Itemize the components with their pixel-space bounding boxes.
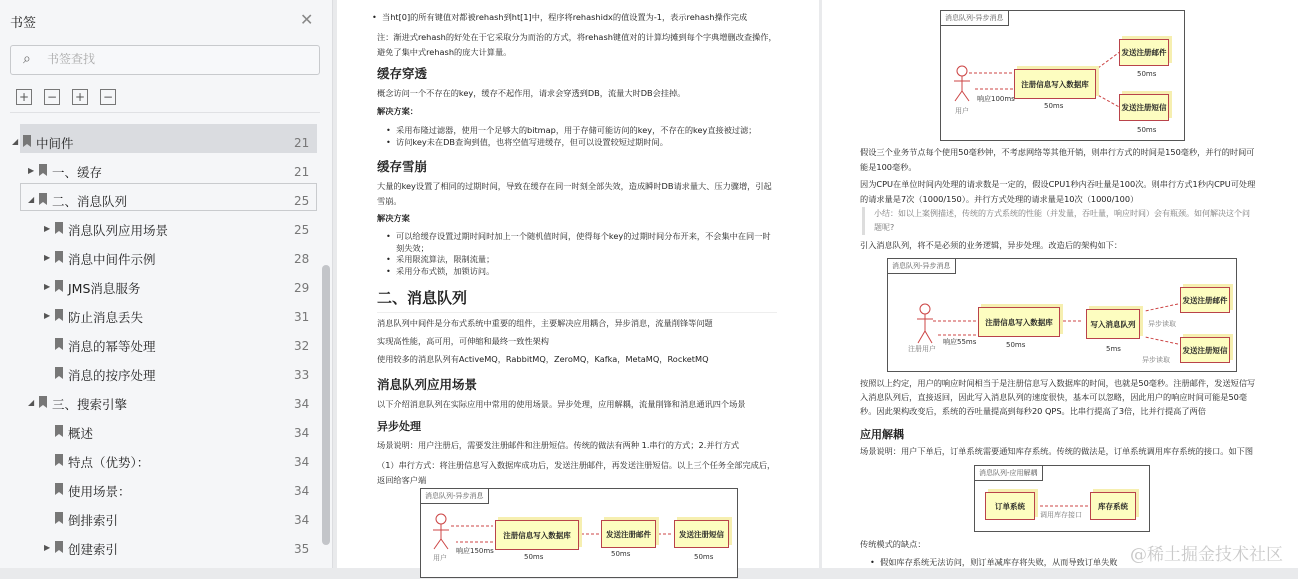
bookmark-page: 35 xyxy=(294,542,310,556)
bookmark-page: 32 xyxy=(294,339,310,353)
serial-diagram xyxy=(420,488,738,578)
bullet: • 假如库存系统无法访问，则订单减库存将失败，从而导致订单失败 xyxy=(880,555,1117,570)
bookmark-icon xyxy=(39,164,47,176)
bookmark-item[interactable] xyxy=(0,157,320,186)
bullet: • 访问key未在DB查询到值，也将空值写进缓存，但可以设置较短过期时间。 xyxy=(396,135,668,150)
diagram-tag: 消息队列-异步消息 xyxy=(888,259,956,274)
paragraph: （1）串行方式：将注册信息写入数据库成功后，发送注册邮件，再发送注册短信。以上三个任务全部完成后，返回给客户端 xyxy=(377,460,776,485)
bookmark-page: 31 xyxy=(294,310,310,324)
bookmark-label: 倒排索引 xyxy=(68,513,119,528)
time-label: 5ms xyxy=(1106,345,1121,353)
bookmark-icon xyxy=(55,425,63,437)
time-label: 50ms xyxy=(1044,102,1064,110)
bullet: • 当ht[0]的所有键值对都被rehash到ht[1]中，程序将rehashidx的值设置为-1，表示rehash操作完成 xyxy=(382,10,747,25)
bookmark-label: 消息中间件示例 xyxy=(68,252,156,267)
time-label: 50ms xyxy=(1137,70,1157,78)
bookmark-label: 特点（优势）： xyxy=(68,455,150,470)
node-mail: 发送注册邮件 xyxy=(601,520,656,548)
mq-diagram xyxy=(887,258,1237,372)
pdf-page-right xyxy=(822,0,1298,568)
async-read-label: 异步读取 xyxy=(1142,356,1170,364)
bookmark-icon xyxy=(55,367,63,379)
response-label: 响应55ms xyxy=(943,338,977,346)
add-bookmark-icon[interactable]: + xyxy=(72,89,88,105)
time-label: 50ms xyxy=(694,553,714,561)
paragraph: 传统模式的缺点： xyxy=(860,539,926,549)
search-icon: ⌕ xyxy=(23,51,31,67)
paragraph: 概念访问一个不存在的key，缓存不起作用，请求会穿透到DB，流量大时DB会挂掉。 xyxy=(377,88,686,98)
watermark: @稀土掘金技术社区 xyxy=(1130,545,1283,565)
bookmark-label: 防止消息丢失 xyxy=(68,310,144,325)
node-db: 注册信息写入数据库 xyxy=(1014,69,1096,99)
bookmark-toolbar xyxy=(16,89,116,105)
chevron-right-icon[interactable]: ▶ xyxy=(44,253,51,262)
bookmark-icon xyxy=(55,309,63,321)
actor-label: 用户 xyxy=(433,554,447,562)
bookmark-item[interactable] xyxy=(0,331,320,360)
bookmark-icon xyxy=(55,338,63,350)
bookmark-item[interactable] xyxy=(0,505,320,534)
heading-avalanche: 缓存雪崩 xyxy=(377,159,428,174)
paragraph: 假设三个业务节点每个使用50毫秒钟，不考虑网络等其他开销，则串行方式的时间是150毫秒，并行的时间可能是100毫秒。 xyxy=(860,147,1255,172)
summary-quote: 小结：如以上案例描述，传统的方式系统的性能（并发量，吞吐量，响应时间）会有瓶颈。如何解决这个问题呢? xyxy=(862,207,1257,235)
bookmark-label: 三、搜索引擎 xyxy=(52,397,128,412)
bookmark-icon xyxy=(55,251,63,263)
bookmark-item[interactable] xyxy=(0,447,320,476)
time-label: 50ms xyxy=(611,550,631,558)
bookmark-search[interactable] xyxy=(10,45,320,75)
bookmark-page: 34 xyxy=(294,455,310,469)
paragraph: 以下介绍消息队列在实际应用中常用的使用场景。异步处理，应用解耦，流量削锋和消息通讯四个场景 xyxy=(377,399,746,409)
bookmark-item[interactable] xyxy=(0,418,320,447)
time-label: 50ms xyxy=(524,553,544,561)
close-icon[interactable]: ✕ xyxy=(300,10,314,29)
node-sms: 发送注册短信 xyxy=(1180,337,1230,363)
bookmark-tree xyxy=(0,128,320,563)
bookmark-page: 29 xyxy=(294,281,310,295)
bookmark-label: 一、缓存 xyxy=(52,165,103,180)
decouple-diagram xyxy=(974,465,1150,532)
bookmark-label: 消息的按序处理 xyxy=(68,368,156,383)
paragraph: 场景说明：用户注册后，需要发注册邮件和注册短信。传统的做法有两种 1.串行的方式；2.并行方式 xyxy=(377,440,740,450)
bookmark-page: 28 xyxy=(294,252,310,266)
chevron-right-icon[interactable]: ▶ xyxy=(44,311,51,320)
paragraph: 大量的key设置了相同的过期时间，导致在缓存在同一时刻全部失效，造成瞬时DB请求量大、压力骤增，引起雪崩。 xyxy=(377,181,772,206)
chevron-right-icon[interactable]: ▶ xyxy=(44,282,51,291)
bookmark-icon xyxy=(55,454,63,466)
bookmark-page: 34 xyxy=(294,513,310,527)
bookmark-label: 使用场景： xyxy=(68,484,131,499)
bookmark-page: 25 xyxy=(294,223,310,237)
diagram-tag: 消息队列-应用解耦 xyxy=(975,466,1043,481)
bookmark-sidebar xyxy=(0,0,333,568)
bookmark-item[interactable] xyxy=(0,360,320,389)
bookmark-item[interactable] xyxy=(0,476,320,505)
bookmark-label: 创建索引 xyxy=(68,542,119,557)
bookmark-page: 25 xyxy=(294,194,310,208)
paragraph: 场景说明：用户下单后，订单系统需要通知库存系统。传统的做法是，订单系统调用库存系统的接口。如下图 xyxy=(860,446,1254,456)
chevron-down-icon[interactable]: ◢ xyxy=(28,398,35,407)
paragraph: 按照以上约定，用户的响应时间相当于是注册信息写入数据库的时间，也就是50毫秒。注册邮件，发送短信写入消息队列后，直接返回，因此写入消息队列的速度很快，基本可以忽略，因此用户的响应时间可能是50毫秒。因此架构改变后，系统的吞吐量提高到每秒20 QPS。比串行提高了3倍，比并行提高了两倍 xyxy=(860,378,1256,416)
bookmark-page: 21 xyxy=(294,165,310,179)
bullet: • 采用布隆过滤器，使用一个足够大的bitmap，用于存储可能访问的key，不存在的key直接被过滤； xyxy=(396,123,756,138)
paragraph: 实现高性能，高可用，可伸缩和最终一致性架构 xyxy=(377,336,549,346)
chevron-right-icon[interactable]: ▶ xyxy=(44,224,51,233)
node-order: 订单系统 xyxy=(985,492,1035,520)
bookmark-icon xyxy=(39,396,47,408)
bookmark-label: 消息的幂等处理 xyxy=(68,339,156,354)
node-mail: 发送注册邮件 xyxy=(1119,39,1169,66)
chevron-down-icon[interactable]: ◢ xyxy=(28,195,35,204)
bookmark-item[interactable] xyxy=(0,389,320,418)
bookmark-item[interactable] xyxy=(0,215,320,244)
response-label: 响应100ms xyxy=(977,95,1015,103)
bookmark-label: JMS消息服务 xyxy=(68,281,141,296)
bookmark-icon xyxy=(55,222,63,234)
bookmark-page: 34 xyxy=(294,426,310,440)
bookmark-label: 二、消息队列 xyxy=(52,194,128,209)
bullet: • 采用分布式锁，加锁访问。 xyxy=(396,265,494,277)
call-label: 调用库存接口 xyxy=(1040,511,1082,519)
diagram-tag: 消息队列-异步消息 xyxy=(941,11,1009,26)
bookmark-page: 33 xyxy=(294,368,310,382)
label: 解决方案： xyxy=(377,106,418,116)
remove-bookmark-icon[interactable]: − xyxy=(100,89,116,105)
chevron-right-icon[interactable]: ▶ xyxy=(44,543,51,552)
chevron-down-icon[interactable]: ◢ xyxy=(12,137,19,146)
sidebar-title: 书签 xyxy=(10,16,37,31)
bookmark-page: 21 xyxy=(294,136,310,150)
bookmark-icon xyxy=(55,483,63,495)
actor-label: 用户 xyxy=(955,107,969,115)
heading-async: 异步处理 xyxy=(377,420,421,433)
diagram-tag: 消息队列-异步消息 xyxy=(421,489,489,504)
time-label: 50ms xyxy=(1137,126,1157,134)
time-label: 50ms xyxy=(1006,341,1026,349)
bookmark-icon xyxy=(55,512,63,524)
sidebar-scrollbar[interactable] xyxy=(322,265,330,545)
paragraph: 引入消息队列，将不是必须的业务逻辑，异步处理。改造后的架构如下： xyxy=(860,240,1123,250)
node-stock: 库存系统 xyxy=(1090,492,1136,520)
bookmark-label: 概述 xyxy=(68,426,94,441)
bookmark-item[interactable] xyxy=(0,186,320,215)
bookmark-item[interactable] xyxy=(0,302,320,331)
bookmark-item[interactable] xyxy=(0,273,320,302)
note: 注：渐进式rehash的好处在于它采取分为而治的方式，将rehash键值对的计算均摊到每个字典增删改查操作，避免了集中式rehash的庞大计算量。 xyxy=(377,32,777,57)
bookmark-item[interactable] xyxy=(0,244,320,273)
bookmark-item[interactable] xyxy=(0,534,320,563)
node-sms: 发送注册短信 xyxy=(674,520,729,548)
paragraph: 因为CPU在单位时间内处理的请求数是一定的，假设CPU1秒内吞吐量是100次。则串行方式1秒内CPU可处理的请求量是7次（1000/150）。并行方式处理的请求量是10次（1000/100） xyxy=(860,179,1256,204)
heading-scene: 消息队列应用场景 xyxy=(377,377,478,392)
pdf-page-left xyxy=(337,0,819,568)
bookmark-label: 中间件 xyxy=(36,136,74,151)
node-mail: 发送注册邮件 xyxy=(1180,287,1230,313)
label: 解决方案 xyxy=(377,213,410,223)
bullet: • 可以给缓存设置过期时间时加上一个随机值时间，使得每个key的过期时间分布开来，不会集中在同一时刻失效； xyxy=(396,230,776,254)
node-db: 注册信息写入数据库 xyxy=(495,520,579,550)
bookmark-item[interactable] xyxy=(0,128,320,157)
bullet: • 采用限流算法，限制流量； xyxy=(396,253,494,265)
node-db: 注册信息写入数据库 xyxy=(978,307,1060,337)
bookmark-search-input[interactable] xyxy=(47,52,307,66)
chevron-right-icon[interactable]: ▶ xyxy=(28,166,35,175)
expand-all-icon[interactable]: + xyxy=(16,89,32,105)
async-read-label: 异步读取 xyxy=(1148,320,1176,328)
paragraph: 消息队列中间件是分布式系统中重要的组件，主要解决应用耦合，异步消息，流量削锋等问题 xyxy=(377,318,713,328)
bookmark-icon xyxy=(55,541,63,553)
heading-decouple: 应用解耦 xyxy=(860,428,904,441)
divider xyxy=(10,112,320,113)
bookmark-page: 34 xyxy=(294,397,310,411)
bookmark-icon xyxy=(55,280,63,292)
response-label: 响应150ms xyxy=(456,547,494,555)
collapse-all-icon[interactable]: − xyxy=(44,89,60,105)
bookmark-label: 消息队列应用场景 xyxy=(68,223,169,238)
parallel-diagram xyxy=(940,10,1185,141)
heading-mq: 二、消息队列 xyxy=(377,287,777,313)
node-sms: 发送注册短信 xyxy=(1119,94,1169,121)
heading-penetration: 缓存穿透 xyxy=(377,66,428,81)
node-mq: 写入消息队列 xyxy=(1086,309,1140,339)
bookmark-page: 34 xyxy=(294,484,310,498)
paragraph: 使用较多的消息队列有ActiveMQ，RabbitMQ，ZeroMQ，Kafka，MetaMQ，RocketMQ xyxy=(377,354,709,364)
actor-label: 注册用户 xyxy=(908,345,936,353)
